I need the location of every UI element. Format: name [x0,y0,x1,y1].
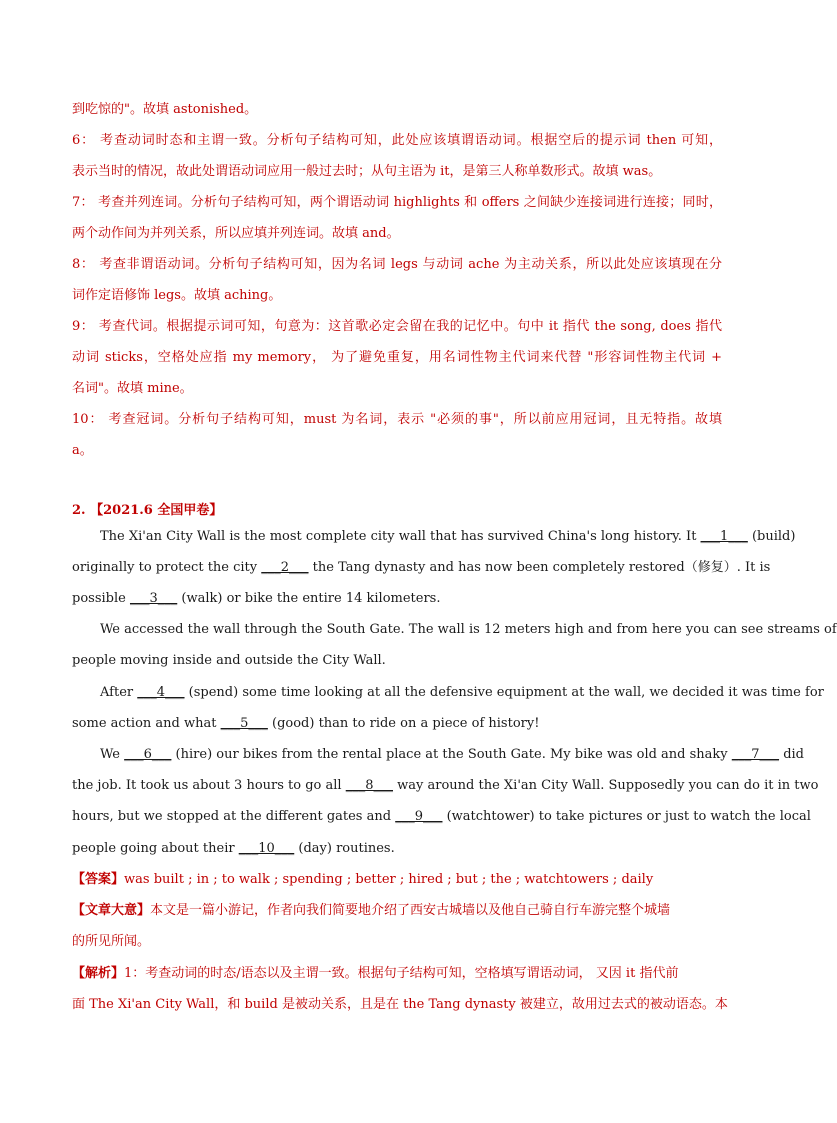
analysis-item-9-line3: 名词"。故填 mine。 [72,381,193,396]
analysis-item-7-line2: 两个动作间为并列关系，所以应填并列连词。故填 and。 [72,226,400,241]
blank-8: ___8___ [345,778,393,793]
analysis-item-9-line1: 9： 考查代词。根据提示词可知，句意为：这首歌必定会留在我的记忆中。句中 it 指代 the song, does 指代 [72,319,722,334]
analysis-label: 【解析】 [72,966,125,981]
answer-text: was built ; in ; to walk ; spending ; better ; hired ; but ; the ; watchtowers ; daily [124,872,654,887]
analysis-item-10-line1: 10： 考查冠词。分析句子结构可知，must 为名词，表示 "必须的事"，所以前应用冠词，且无特指。故填 [72,412,722,427]
blank-7: ___7___ [731,747,780,762]
analysis-item-9-line2: 动词 sticks，空格处应指 my memory， 为了避免重复，用名词性物主代词来代替 "形容词性物主代词 + [72,350,722,365]
answer-label: 【答案】 [72,872,125,887]
passage-line: The Xi'an City Wall is the most complete city wall that has survived China's long history. It ___1___ (build) [100,529,796,544]
passage-line: people going about their ___10___ (day) routines. [72,841,395,856]
passage-line: some action and what ___5___ (good) than to ride on a piece of history! [72,716,540,731]
blank-9: ___9___ [395,809,443,824]
passage-line: We accessed the wall through the South Gate. The wall is 12 meters high and from here you can see streams of [100,622,837,637]
question-heading: 2. 【2021.6 全国甲卷】 [72,503,223,518]
analysis-item-8-line2: 词作定语修饰 legs。故填 aching。 [72,288,282,303]
passage-line: possible ___3___ (walk) or bike the entire 14 kilometers. [72,591,441,606]
summary-line-2: 的所见所闻。 [72,934,151,949]
analysis-line-2: 面 The Xi'an City Wall，和 build 是被动关系，且是在 the Tang dynasty 被建立，故用过去式的被动语态。本 [72,997,728,1012]
analysis-item-6-line2: 表示当时的情况，故此处谓语动词应用一般过去时；从句主语为 it，是第三人称单数形式。故填 was。 [72,164,662,179]
analysis-line: 到吃惊的"。故填 astonished。 [72,102,258,117]
blank-2: ___2___ [261,560,309,575]
blank-5: ___5___ [220,716,268,731]
blank-4: ___4___ [137,685,185,700]
blank-6: ___6___ [124,747,172,762]
analysis-item-8-line1: 8： 考查非谓语动词。分析句子结构可知，因为名词 legs 与动词 ache 为主动关系，所以此处应该填现在分 [72,257,722,272]
blank-10: ___10___ [238,841,295,856]
analysis-item-7-line1: 7： 考查并列连词。分析句子结构可知，两个谓语动词 highlights 和 offers 之间缺少连接词进行连接；同时， [72,195,722,210]
answer-line [72,871,722,889]
analysis-item-10-line2: a。 [72,443,93,458]
summary-label: 【文章大意】 [72,903,151,918]
passage-line: originally to protect the city ___2___ the Tang dynasty and has now been completely restored（修复）. It is [72,560,771,575]
analysis-item-6-line1: 6： 考查动词时态和主谓一致。分析句子结构可知，此处应该填谓语动词。根据空后的提示词 then 可知， [72,133,722,148]
passage-line: After ___4___ (spend) some time looking at all the defensive equipment at the wall, we decided it was time for [100,685,824,700]
passage-line: the job. It took us about 3 hours to go all ___8___ way around the Xi'an City Wall. Supposedly you can do it in two [72,778,819,793]
passage-line: hours, but we stopped at the different gates and ___9___ (watchtower) to take pictures or just to watch the local [72,809,811,824]
blank-3: ___3___ [129,591,178,606]
blank-1: ___1___ [700,529,748,544]
analysis-line: 【解析】1：考查动词的时态/语态以及主谓一致。根据句子结构可知，空格填写谓语动词， 又因 it 指代前 [72,966,679,981]
passage-line: We ___6___ (hire) our bikes from the rental place at the South Gate. My bike was old and shaky ___7___ did [100,747,804,762]
summary-line: 【文章大意】本文是一篇小游记，作者向我们简要地介绍了西安古城墙以及他自己骑自行车游完整个城墙 [72,903,671,918]
passage-line: people moving inside and outside the City Wall. [72,653,386,668]
